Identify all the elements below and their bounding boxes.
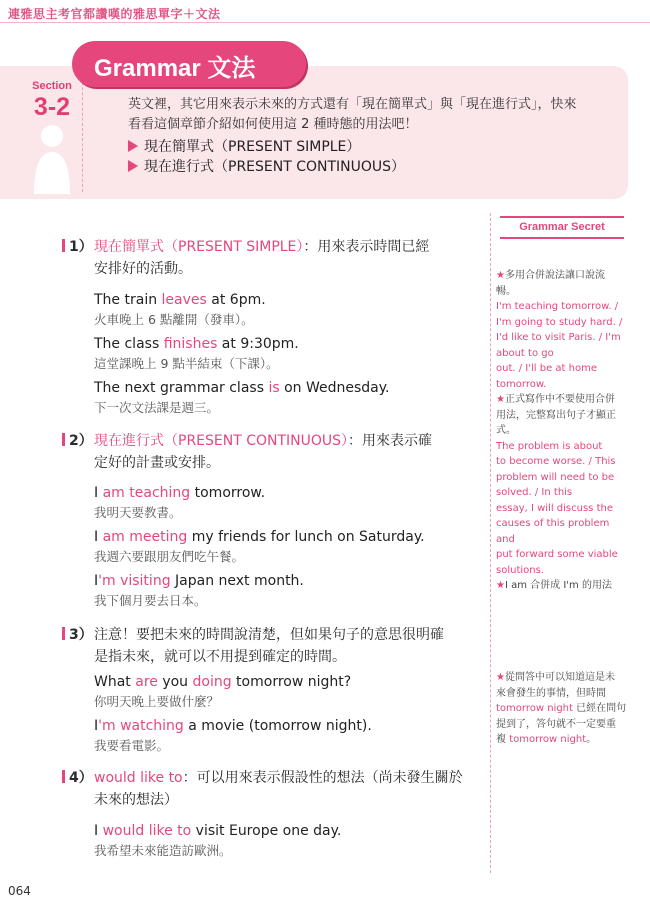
example-english [94, 572, 304, 590]
note-line [496, 578, 630, 594]
note-line: to become worse. / This [496, 456, 616, 467]
star-icon: ★ [496, 394, 505, 405]
bullet-text: 現在簡單式（PRESENT SIMPLE） [144, 139, 361, 155]
example-chinese: 我週六要跟朋友們吃午餐。 [94, 549, 245, 564]
note-line [496, 732, 630, 748]
text: on Wednesday. [279, 380, 390, 396]
point-title-text: 是指未來，就可以不用提到確定的時間。 [94, 649, 346, 665]
highlight: finishes [163, 336, 218, 352]
text: I [94, 823, 103, 839]
text: tomorrow. [190, 485, 266, 501]
note-line: 暢。 [496, 285, 516, 297]
example-chinese: 我希望未來能造訪歐洲。 [94, 843, 232, 858]
point-number: 4） [62, 767, 93, 789]
example-chinese: 我下個月要去日本。 [94, 593, 207, 608]
point-number: 2） [62, 430, 93, 452]
note-line: problem will need to be [496, 471, 615, 483]
example [94, 528, 425, 566]
sidebar-note-2 [496, 670, 630, 748]
text: 。 [586, 734, 597, 745]
text: a movie (tomorrow night). [183, 718, 372, 734]
text: 正式寫作中不要使用合併 [504, 394, 615, 405]
text: my friends for lunch on Saturday. [187, 529, 425, 545]
note-line: 式。 [496, 425, 516, 436]
sidebar-divider [490, 213, 491, 873]
text: visit Europe one day. [191, 823, 342, 839]
text: The train [94, 292, 162, 308]
point-title-highlight: would like to [94, 770, 183, 786]
example [94, 673, 351, 711]
text: at 6pm. [206, 292, 266, 308]
note-line [496, 268, 630, 284]
example [94, 291, 266, 329]
point-number: 3） [62, 624, 93, 646]
point-title-text: 定好的計畫或安排。 [94, 455, 220, 471]
note-line [496, 670, 630, 686]
text: I [94, 529, 103, 545]
example-english [94, 484, 265, 502]
text: tomorrow night? [231, 674, 352, 690]
note-line [496, 701, 630, 717]
star-icon: ★ [496, 672, 505, 683]
example-english [94, 673, 351, 691]
triangle-bullet-icon [128, 160, 138, 172]
highlight: doing [192, 674, 232, 690]
point-number: 1） [62, 236, 93, 258]
highlight: tomorrow night [496, 703, 573, 714]
highlight: am teaching [102, 485, 191, 501]
star-icon: ★ [496, 270, 505, 281]
text: I am 合併成 I'm 的用法 [504, 580, 612, 591]
page-number: 064 [8, 884, 31, 898]
text: at 9:30pm. [217, 336, 299, 352]
highlight: 'm watching [98, 718, 184, 734]
note-line: I'd like to visit Paris. / I'm [496, 332, 621, 343]
example [94, 717, 372, 755]
note-line: about to go [496, 347, 554, 359]
note-line: 用法，完整寫出句子才顯正 [496, 409, 616, 421]
point-heading [62, 430, 482, 474]
point-title-highlight: 現在簡單式（PRESENT SIMPLE） [94, 239, 304, 255]
example [94, 484, 265, 522]
text: The class [94, 336, 164, 352]
highlight: tomorrow night [509, 734, 587, 745]
grammar-point-1 [62, 236, 482, 280]
text: 多用合併說法讓口說流 [504, 270, 605, 281]
highlight: are [135, 674, 158, 690]
example-english [94, 335, 299, 353]
grammar-secret-title: Grammar Secret [500, 216, 624, 239]
text: Japan next month. [170, 573, 304, 589]
example [94, 335, 299, 373]
note-line: I'm teaching tomorrow. / [496, 301, 619, 312]
point-title-text: 安排好的活動。 [94, 261, 192, 277]
example [94, 822, 341, 860]
example-chinese: 下一次文法課是週三。 [94, 400, 220, 415]
note-line: solved. / In this [496, 487, 573, 498]
note-line: solutions. [496, 564, 544, 576]
note-line: 提到了，答句就不一定要重 [496, 718, 616, 730]
note-line: essay, I will discuss the [496, 502, 613, 514]
example-english [94, 717, 372, 735]
point-title-text: 注意！要把未來的時間說清楚，但如果句子的意思很明確 [94, 627, 444, 643]
example-chinese: 我明天要教書。 [94, 505, 182, 520]
grammar-point-4 [62, 767, 482, 811]
point-title-text: 未來的想法） [94, 792, 178, 808]
section-label: Section [32, 80, 72, 92]
sidebar-note-1 [496, 268, 630, 594]
note-line: causes of this problem and [496, 518, 610, 545]
note-line [496, 392, 630, 408]
text: I [94, 573, 99, 589]
intro-text [128, 95, 618, 135]
bullet-item [128, 137, 405, 157]
note-line: out. / I'll be at home [496, 363, 597, 374]
example-chinese: 我要看電影。 [94, 738, 170, 753]
bullet-text: 現在進行式（PRESENT CONTINUOUS） [144, 159, 406, 175]
note-line: 來會發生的事情，但時間 [496, 687, 606, 699]
example-english [94, 379, 390, 397]
example [94, 572, 304, 610]
example-english [94, 291, 266, 309]
section-number: 3-2 [33, 93, 71, 121]
text: I [94, 485, 103, 501]
point-title-text: ：用來表示時間已經 [303, 239, 430, 255]
point-title-highlight: 現在進行式（PRESENT CONTINUOUS） [94, 433, 349, 449]
header-rule [0, 22, 650, 23]
example-english [94, 822, 341, 840]
text: 已經在問句 [572, 703, 627, 714]
grammar-point-2 [62, 430, 482, 474]
text: The next grammar class [94, 380, 269, 396]
grammar-title: Grammar 文法 [94, 55, 256, 82]
example [94, 379, 390, 417]
text: 從問答中可以知道這是未 [504, 672, 615, 683]
point-title-text: ：可以用來表示假設性的想法（尚未發生關於 [182, 770, 463, 786]
person-silhouette-icon [30, 122, 74, 194]
example-english [94, 528, 425, 546]
point-title-text: ：用來表示確 [348, 433, 433, 449]
example-chinese: 你明天晚上要做什麼？ [94, 694, 220, 709]
triangle-bullet-icon [128, 140, 138, 152]
star-icon: ★ [496, 580, 505, 591]
grammar-title-pill [72, 41, 306, 87]
highlight: is [268, 380, 280, 396]
note-line: tomorrow. [496, 378, 547, 390]
text: What [94, 674, 136, 690]
text: you [157, 674, 193, 690]
intro-line: 英文裡，其它用來表示未來的方式還有「現在簡單式」與「現在進行式」，快來 [128, 97, 577, 112]
book-title: 連雅思主考官都讚嘆的雅思單字＋文法 [8, 7, 221, 21]
text: 複 [496, 734, 510, 745]
text: I [94, 718, 99, 734]
highlight: would like to [102, 823, 192, 839]
point-heading [62, 767, 482, 811]
point-heading [62, 236, 482, 280]
bullet-item [128, 157, 405, 177]
grammar-point-3 [62, 624, 482, 668]
banner-divider [82, 72, 83, 192]
topic-bullets [128, 137, 405, 177]
note-line: put forward some viable [496, 549, 618, 560]
intro-line: 看看這個章節介紹如何使用這 2 種時態的用法吧！ [128, 117, 418, 132]
highlight: am meeting [102, 529, 188, 545]
note-line: The problem is about [496, 440, 603, 452]
example-chinese: 這堂課晚上 9 點半結束（下課）。 [94, 356, 279, 371]
example-chinese: 火車晚上 6 點離開（發車）。 [94, 312, 254, 327]
highlight: 'm visiting [98, 573, 171, 589]
note-line: I'm going to study hard. / [496, 316, 623, 328]
point-heading [62, 624, 482, 668]
highlight: leaves [161, 292, 207, 308]
